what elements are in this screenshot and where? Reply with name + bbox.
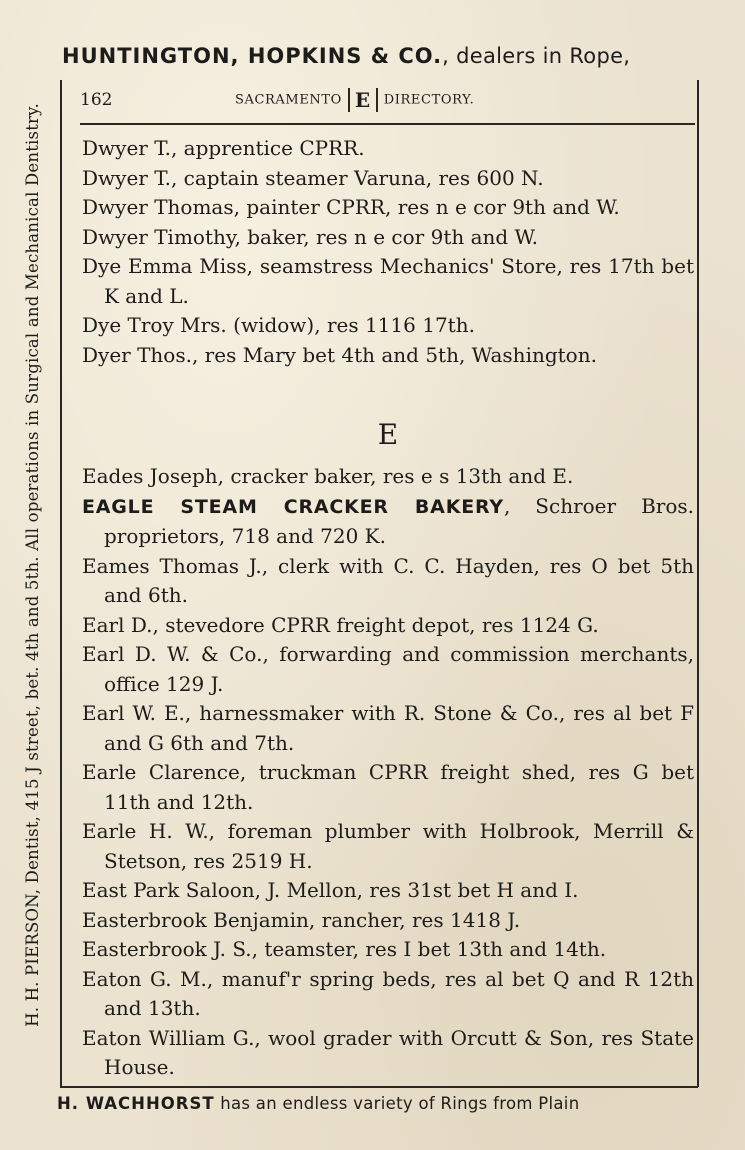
bottom-ad-text: has an endless variety of Rings from Plain	[214, 1094, 580, 1113]
list-item: Eames Thomas J., clerk with C. C. Hayden, res O bet 5th and 6th.	[82, 553, 694, 607]
directory-entries	[82, 134, 694, 1083]
running-title-left: SACRAMENTO	[235, 92, 342, 108]
frame-bottom-line	[60, 1086, 698, 1088]
list-item	[82, 492, 694, 552]
frame-right-line	[697, 80, 699, 1087]
list-item: Dyer Thos., res Mary bet 4th and 5th, Washington.	[82, 342, 597, 367]
list-item: Eades Joseph, cracker baker, res e s 13th and E.	[82, 464, 574, 488]
section-letter-box: E	[348, 88, 378, 112]
list-item: Dye Emma Miss, seamstress Mechanics' Store, res 17th bet K and L.	[82, 254, 694, 308]
page-header	[80, 86, 695, 116]
bottom-ad-name: H. WACHHORST	[57, 1094, 215, 1113]
list-item: Eaton William G., wool grader with Orcutt & Son, res State House.	[82, 1025, 694, 1079]
top-ad-name: HUNTINGTON, HOPKINS & CO.	[62, 44, 443, 68]
top-advertisement	[62, 44, 722, 68]
section-heading: E	[377, 418, 399, 451]
list-item: Dwyer T., captain steamer Varuna, res 600 N.	[82, 165, 544, 190]
header-rule	[80, 123, 695, 125]
list-item: Dwyer T., apprentice CPRR.	[82, 136, 365, 160]
top-ad-text: , dealers in Rope,	[442, 44, 631, 68]
list-item: Earl D., stevedore CPRR freight depot, res 1124 G.	[82, 612, 599, 637]
list-item: East Park Saloon, J. Mellon, res 31st bet H and I.	[82, 878, 579, 902]
list-item: Dwyer Timothy, baker, res n e cor 9th and W.	[82, 224, 538, 249]
page-number: 162	[80, 90, 113, 110]
list-item: Easterbrook J. S., teamster, res I bet 13th and 14th.	[82, 937, 607, 961]
side-advertisement: H. H. PIERSON, Dentist, 415 J street, bet. 4th and 5th. All operations in Surgical and Mechanical Dentistry.	[23, 103, 42, 1027]
running-title-right: DIRECTORY.	[383, 92, 475, 108]
frame-left-line	[60, 80, 62, 1087]
running-title	[235, 88, 474, 112]
list-item: Earle Clarence, truckman CPRR freight shed, res G bet 11th and 12th.	[82, 760, 694, 814]
list-item: Dye Troy Mrs. (widow), res 1116 17th.	[82, 313, 475, 337]
business-name: EAGLE STEAM CRACKER BAKERY	[82, 495, 504, 518]
list-item: Dwyer Thomas, painter CPRR, res n e cor 9th and W.	[82, 195, 620, 219]
list-item: Easterbrook Benjamin, rancher, res 1418 J.	[82, 907, 521, 932]
list-item: Earle H. W., foreman plumber with Holbrook, Merrill & Stetson, res 2519 H.	[82, 819, 694, 873]
bottom-advertisement	[57, 1094, 717, 1113]
list-item: Earl W. E., harnessmaker with R. Stone & Co., res al bet F and G 6th and 7th.	[82, 701, 694, 755]
list-item: Earl D. W. & Co., forwarding and commission merchants, office 129 J.	[82, 642, 694, 696]
list-item: Eaton G. M., manuf'r spring beds, res al bet Q and R 12th and 13th.	[82, 966, 694, 1020]
entry-text: , Schroer Bros. proprietors, 718 and 720 K.	[104, 493, 694, 548]
